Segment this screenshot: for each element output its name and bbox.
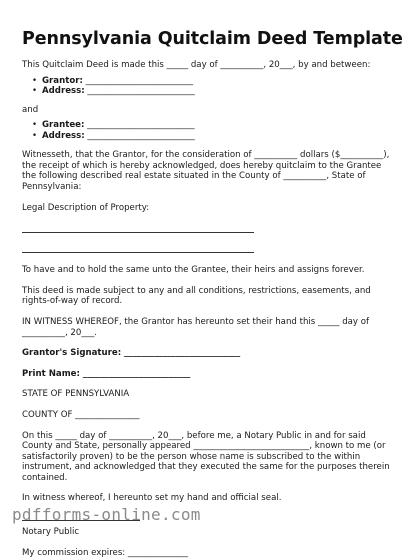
witnesseth-paragraph: Witnesseth, that the Grantor, for the consideration of __________ dollars ($__________), the receipt of which is hereby acknowledged, does hereby quitclaim to the Grantee the following described real estate situated in the County of __________, State of Pennsylvania: (22, 150, 390, 192)
notary-public-label: Notary Public (22, 527, 80, 538)
grantor-label: Grantor: (42, 75, 83, 86)
legal-description-label: Legal Description of Property: (22, 202, 150, 213)
print-name-label: Print Name: (22, 368, 80, 379)
print-name-line (22, 369, 397, 380)
grantor-address-blank: _________________________ (84, 86, 195, 97)
commission-expires-line: My commission expires: ______________ (22, 547, 189, 558)
and-text: and (22, 104, 39, 115)
grantee-blank: _________________________ (84, 120, 195, 131)
signature-blank: ___________________________ (121, 348, 241, 359)
intro-paragraph: This Quitclaim Deed is made this _____ day of __________, 20___, by and between: (22, 60, 371, 70)
legal-description-line-2 (22, 252, 254, 253)
grantor-blank: _________________________ (82, 75, 194, 86)
grantor-address-item (32, 86, 397, 97)
grantor-item (32, 76, 397, 87)
grantee-address-item (32, 131, 397, 142)
grantee-list (22, 120, 397, 141)
grantor-signature-line (22, 348, 397, 359)
grantor-address-label: Address: (42, 86, 85, 97)
site-watermark: pdfforms-online.com (12, 505, 201, 524)
county-line: COUNTY OF _______________ (22, 409, 140, 420)
habendum-paragraph: To have and to hold the same unto the Grantee, their heirs and assigns forever. (22, 265, 365, 276)
grantee-label: Grantee: (42, 120, 85, 131)
grantee-address-blank: _________________________ (84, 130, 195, 141)
in-witness-paragraph: IN WITNESS WHEREOF, the Grantor has hereunto set their hand this _____ day of __________, 20___. (22, 316, 370, 338)
subject-to-paragraph: This deed is made subject to any and all conditions, restrictions, easements, and rights-of-way of record. (22, 285, 371, 307)
grantor-list (22, 76, 397, 97)
notary-acknowledgment-paragraph: On this _____ day of __________, 20___, before me, a Notary Public in and for said County and State, personally appeared ___________________________, known to me (or satisfactorily proven) to be the person whose name is subscribed to the within instrument, and acknowledged that they executed the same for the purposes therein contained. (22, 430, 390, 483)
deed-document (22, 28, 403, 558)
print-name-blank: _________________________ (79, 368, 191, 379)
witness-seal-paragraph: In witness whereof, I hereunto set my hand and official seal. (22, 493, 282, 504)
document-title: Pennsylvania Quitclaim Deed Template (22, 29, 403, 49)
state-line: STATE OF PENNSYLVANIA (22, 389, 130, 400)
grantee-item (32, 120, 397, 131)
legal-description-line-1 (22, 232, 254, 233)
grantee-address-label: Address: (42, 130, 85, 141)
signature-label: Grantor's Signature: (22, 348, 122, 359)
